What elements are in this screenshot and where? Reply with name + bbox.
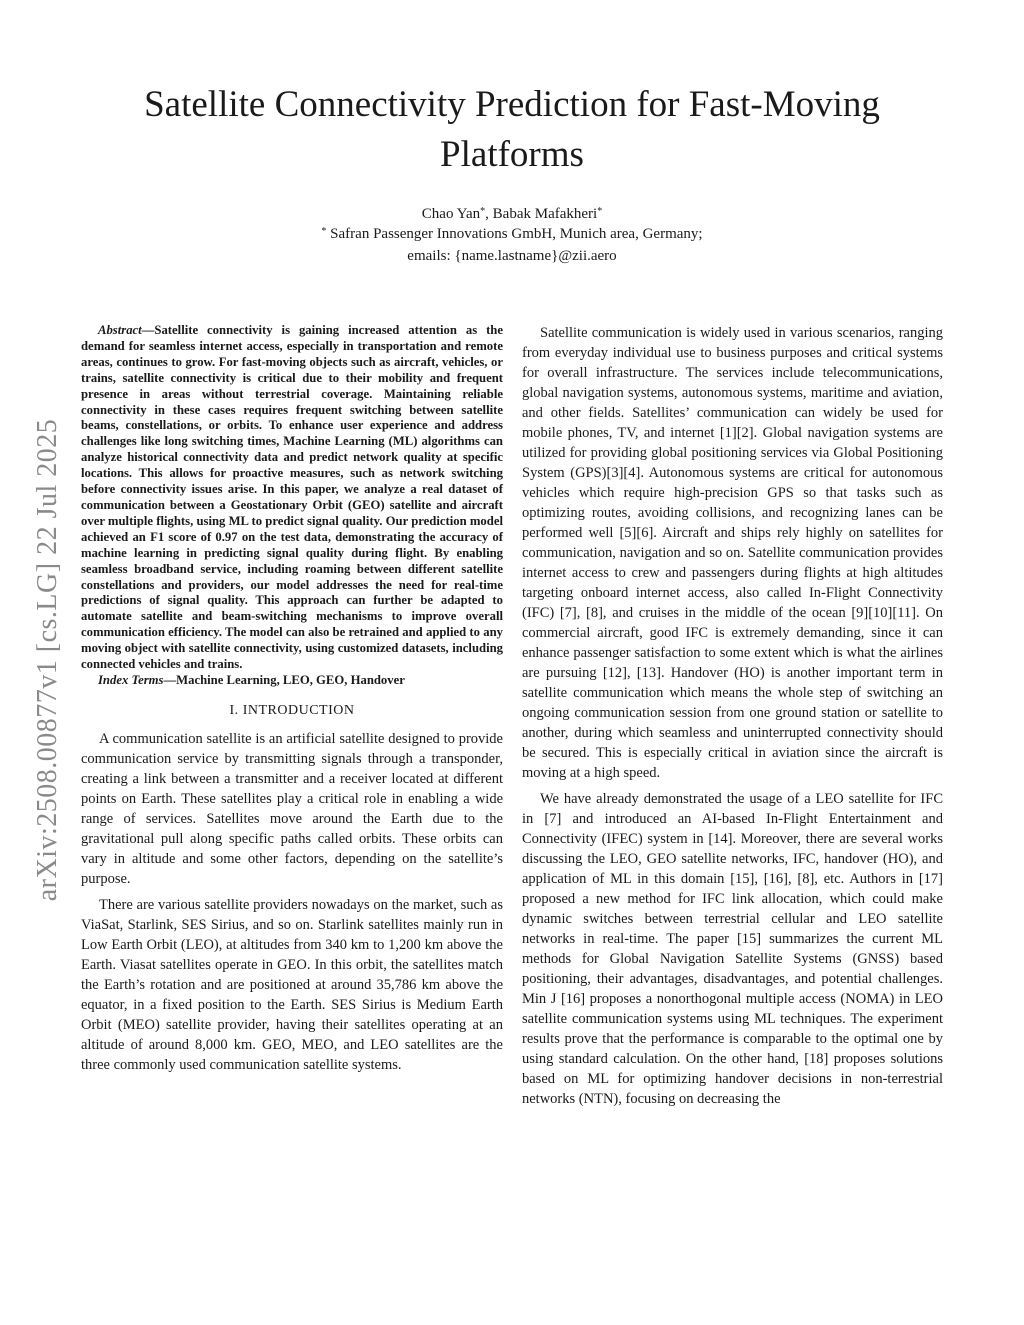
abstract-label: Abstract [98, 323, 142, 337]
body-paragraph: A communication satellite is an artificial satellite designed to provide communication service by transmitting signals through a transponder, creating a link between a transmitter and a receiver located at different points on Earth. These satellites play a critical role in enabling a wide range of services. Satellites move around the Earth due to the gravitational pull along specific paths called orbits. These orbits can vary in altitude and some other factors, depending on the satellite’s purpose. [81, 730, 503, 887]
section-number: I. [229, 702, 243, 718]
body-paragraph: We have already demonstrated the usage of a LEO satellite for IFC in [7] and introduced an AI-based In-Flight Entertainment and Connectivity (IFEC) system in [14]. Moreover, there are several works discussing the LEO, GEO satellite networks, IFC, handover (HO), and application of ML in this domain [15], [16], [8], etc. Authors in [17] proposed a new method for IFC link allocation, which could make dynamic switches between terrestrial cellular and LEO satellite networks in real-time. The paper [15] summarizes the current ML methods for Global Navigation Satellite Systems (GNSS) based positioning, their advantages, disadvantages, and potential challenges. Min J [16] proposes a nonorthogonal multiple access (NOMA) in LEO satellite communication systems using ML techniques. The experiment results prove that the performance is comparable to the optimal one by using standard calculation. On the other hand, [18] proposes solutions based on ML for optimizing handover decisions in non-terrestrial networks (NTN), focusing on decreasing the [522, 791, 943, 1107]
body-paragraph: There are various satellite providers nowadays on the market, such as ViaSat, Starlink, SES Sirius, and so on. Starlink satellites mainly run in Low Earth Orbit (LEO), at altitudes from 340 km to 1,200 km above the Earth. Viasat satellites operate in GEO. In this orbit, the satellites match the Earth’s rotation and are positioned at around 35,786 km above the equator, in a fixed position to the Earth. SES Sirius is Medium Earth Orbit (MEO) satellite provider, having their satellites operating at an altitude of around 8,000 km. GEO, MEO, and LEO satellites are the three commonly used communication satellite systems. [81, 896, 503, 1073]
affiliation-mark: * [321, 226, 327, 237]
author-name: Chao Yan [421, 206, 481, 222]
affiliation-text: Safran Passenger Innovations GmbH, Munich area, Germany; [330, 226, 703, 242]
section-heading-introduction [81, 703, 503, 719]
index-terms-label: Index Terms [98, 672, 164, 687]
right-column [522, 323, 943, 1109]
arxiv-identifier-stamp: arXiv:2508.00877v1 [cs.LG] 22 Jul 2025 [32, 418, 63, 902]
author-affiliation-mark: * [597, 206, 603, 217]
paper-title: Satellite Connectivity Prediction for Fast-Moving Platforms [144, 84, 880, 175]
abstract-text: —Satellite connectivity is gaining increased attention as the demand for seamless internet access, especially in transportation and remote areas, continues to grow. For fast-moving objects such as aircraft, vehicles, or trains, satellite connectivity is critical due to their mobility and frequent presence in areas without terrestrial coverage. Maintaining reliable connectivity in these cases requires frequent switching between satellite beams, constellations, or orbits. To enhance user experience and address challenges like long switching times, Machine Learning (ML) algorithms can analyze historical connectivity data and predict network quality at specific locations. This allows for proactive measures, such as network switching before connectivity issues arise. In this paper, we analyze a real dataset of communication between a Geostationary Orbit (GEO) satellite and aircraft over multiple flights, using ML to predict signal quality. Our prediction model achieved an F1 score of 0.97 on the test data, demonstrating the accuracy of machine learning in predicting signal quality during flight. By enabling seamless broadband service, including roaming between different satellite constellations and providers, our model addresses the need for real-time predictions of signal quality. This approach can further be adapted to automate satellite and beam-switching mechanisms to improve overall communication efficiency. The model can also be retrained and applied to any moving object with satellite connectivity, using customized datasets, including connected vehicles and trains. [81, 323, 503, 672]
author-line [200, 204, 824, 224]
abstract [81, 323, 503, 673]
email-line: emails: {name.lastname}@zii.aero [407, 248, 617, 264]
author-affiliation-mark: * [480, 206, 486, 217]
section-title-rest: NTRODUCTION [247, 702, 355, 718]
index-terms-text: —Machine Learning, LEO, GEO, Handover [163, 672, 405, 687]
body-paragraph: Satellite communication is widely used in various scenarios, ranging from everyday individual use to business purposes and critical systems for overall infrastructure. The services include telecommunications, global navigation systems, autonomous systems, maritime and aviation, and other fields. Satellites’ communication can widely be used for mobile phones, TV, and internet [1][2]. Global navigation systems are utilized for providing global positioning services via Global Positioning System (GPS)[3][4]. Autonomous systems are critical for autonomous vehicles which require high-precision GPS so that tasks such as optimizing routes, avoiding collisions, and recognizing lanes can be performed well [5][6]. Aircraft and ships rely highly on satellites for communication, navigation and so on. Satellite communication provides internet access to crew and passengers during flights at high altitudes targeting onboard internet access, also called In-Flight Connectivity (IFC) [7], [8], and cruises in the middle of the ocean [9][10][11]. On commercial aircraft, good IFC is extremely demanding, since it can enhance passenger satisfaction to some extent which is what the airlines are pursuing [12], [13]. Handover (HO) is another important term in satellite communication which means the whole step of switching an ongoing communication session from one ground station or satellite to another, during which seamless and uninterrupted connectivity should be secured. This is especially critical in aviation since the aircraft is moving at a high speed. [522, 325, 943, 781]
left-column [81, 323, 503, 1075]
author-separator: , [485, 206, 493, 222]
section-title-initial: I [242, 702, 248, 718]
author-name: Babak Mafakheri [492, 206, 598, 222]
affiliation-line [200, 224, 824, 244]
index-terms [81, 673, 503, 689]
